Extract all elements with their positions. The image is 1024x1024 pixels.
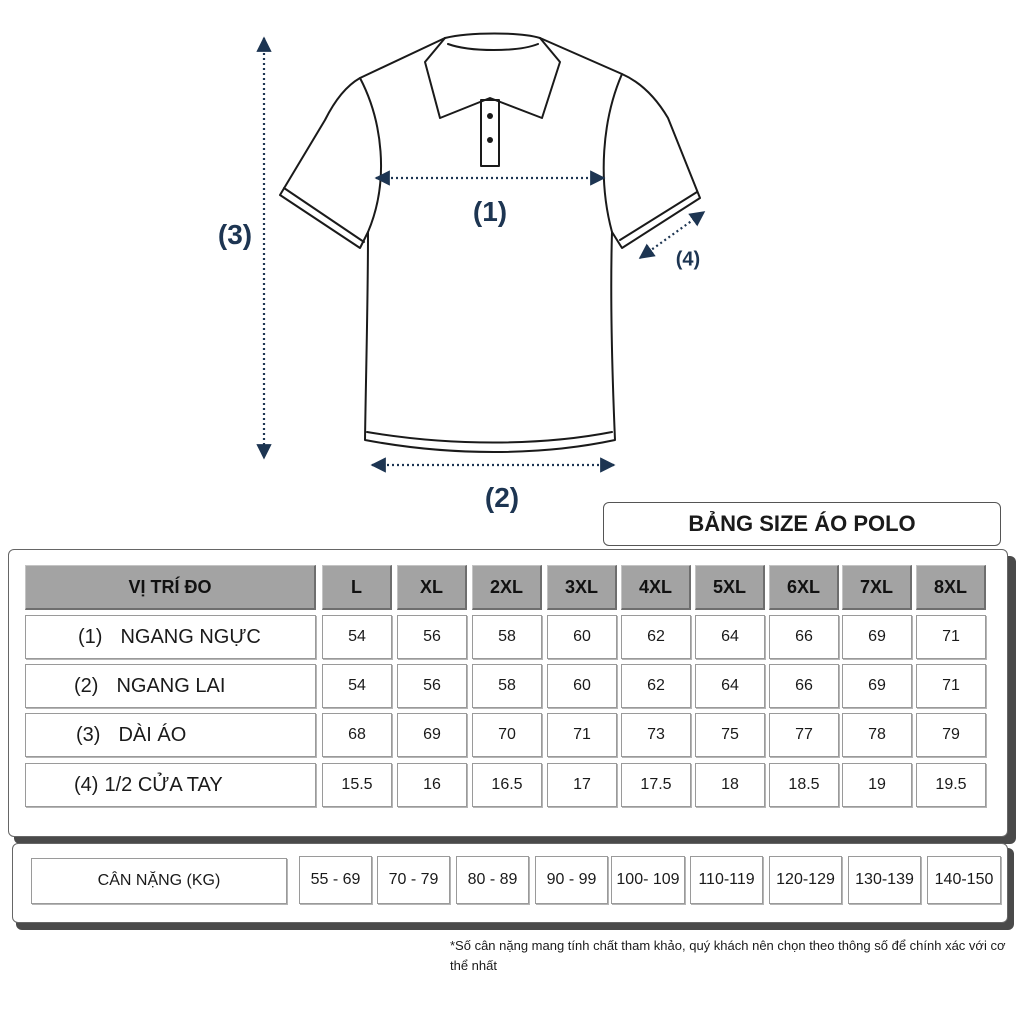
table-cell: 71	[547, 713, 617, 757]
sleeve-label: (4)	[675, 248, 701, 271]
row-label-chest	[25, 615, 316, 659]
table-cell: 69	[397, 713, 467, 757]
table-cell: 73	[621, 713, 691, 757]
header-size-7xl: 7XL	[842, 565, 912, 610]
table-cell: 16.5	[472, 763, 542, 807]
table-cell: 62	[621, 615, 691, 659]
footnote: *Số cân nặng mang tính chất tham khảo, quý khách nên chọn theo thông số để chính xác với cơ thể nhất	[450, 938, 1006, 973]
table-cell: 71	[916, 615, 986, 659]
header-size-5xl: 5XL	[695, 565, 765, 610]
table-cell: 17.5	[621, 763, 691, 807]
header-size-xl: XL	[397, 565, 467, 610]
table-cell: 17	[547, 763, 617, 807]
row-number: (2)	[74, 674, 99, 697]
weight-cell: 120-129	[769, 856, 842, 904]
header-size-3xl: 3XL	[547, 565, 617, 610]
row-label-text: 1/2 CỬA TAY	[104, 773, 223, 796]
chart-title: BẢNG SIZE ÁO POLO	[603, 502, 1001, 546]
table-cell: 78	[842, 713, 912, 757]
table-cell: 58	[472, 664, 542, 708]
weight-cell: 100- 109	[611, 856, 685, 904]
table-cell: 56	[397, 615, 467, 659]
row-label-text: DÀI ÁO	[118, 723, 187, 746]
length-label: (3)	[217, 219, 253, 250]
header-size-6xl: 6XL	[769, 565, 839, 610]
header-size-8xl: 8XL	[916, 565, 986, 610]
table-cell: 19.5	[916, 763, 986, 807]
table-cell: 64	[695, 615, 765, 659]
chest-label: (1)	[472, 196, 508, 227]
shirt-outline	[280, 34, 700, 453]
table-cell: 79	[916, 713, 986, 757]
weight-cell: 110-119	[690, 856, 763, 904]
weight-label: CÂN NẶNG (KG)	[31, 858, 287, 904]
row-label-text: NGANG LAI	[116, 674, 226, 697]
weight-cell: 80 - 89	[456, 856, 529, 904]
weight-cell: 55 - 69	[299, 856, 372, 904]
table-cell: 18.5	[769, 763, 839, 807]
table-cell: 66	[769, 615, 839, 659]
table-cell: 77	[769, 713, 839, 757]
table-cell: 54	[322, 615, 392, 659]
table-cell: 16	[397, 763, 467, 807]
button-top	[487, 113, 493, 119]
table-cell: 58	[472, 615, 542, 659]
table-cell: 69	[842, 615, 912, 659]
weight-cell: 140-150	[927, 856, 1001, 904]
table-cell: 19	[842, 763, 912, 807]
table-cell: 69	[842, 664, 912, 708]
table-cell: 60	[547, 664, 617, 708]
table-cell: 75	[695, 713, 765, 757]
table-cell: 18	[695, 763, 765, 807]
row-label-length	[25, 713, 316, 757]
row-label-text: NGANG NGỰC	[120, 625, 261, 648]
header-size-4xl: 4XL	[621, 565, 691, 610]
row-label-hem	[25, 664, 316, 708]
row-label-sleeve	[25, 763, 316, 807]
button-bottom	[487, 137, 493, 143]
table-cell: 54	[322, 664, 392, 708]
header-position: VỊ TRÍ ĐO	[25, 565, 316, 610]
header-size-l: L	[322, 565, 392, 610]
table-cell: 56	[397, 664, 467, 708]
table-cell: 71	[916, 664, 986, 708]
weight-cell: 90 - 99	[535, 856, 608, 904]
table-cell: 66	[769, 664, 839, 708]
weight-cell: 70 - 79	[377, 856, 450, 904]
table-cell: 70	[472, 713, 542, 757]
table-cell: 62	[621, 664, 691, 708]
weight-cell: 130-139	[848, 856, 921, 904]
table-cell: 60	[547, 615, 617, 659]
hem-label: (2)	[484, 482, 520, 513]
row-number: (4)	[74, 773, 99, 796]
row-number: (3)	[76, 723, 101, 746]
table-cell: 15.5	[322, 763, 392, 807]
row-number: (1)	[78, 625, 103, 648]
header-size-2xl: 2XL	[472, 565, 542, 610]
table-cell: 68	[322, 713, 392, 757]
table-cell: 64	[695, 664, 765, 708]
